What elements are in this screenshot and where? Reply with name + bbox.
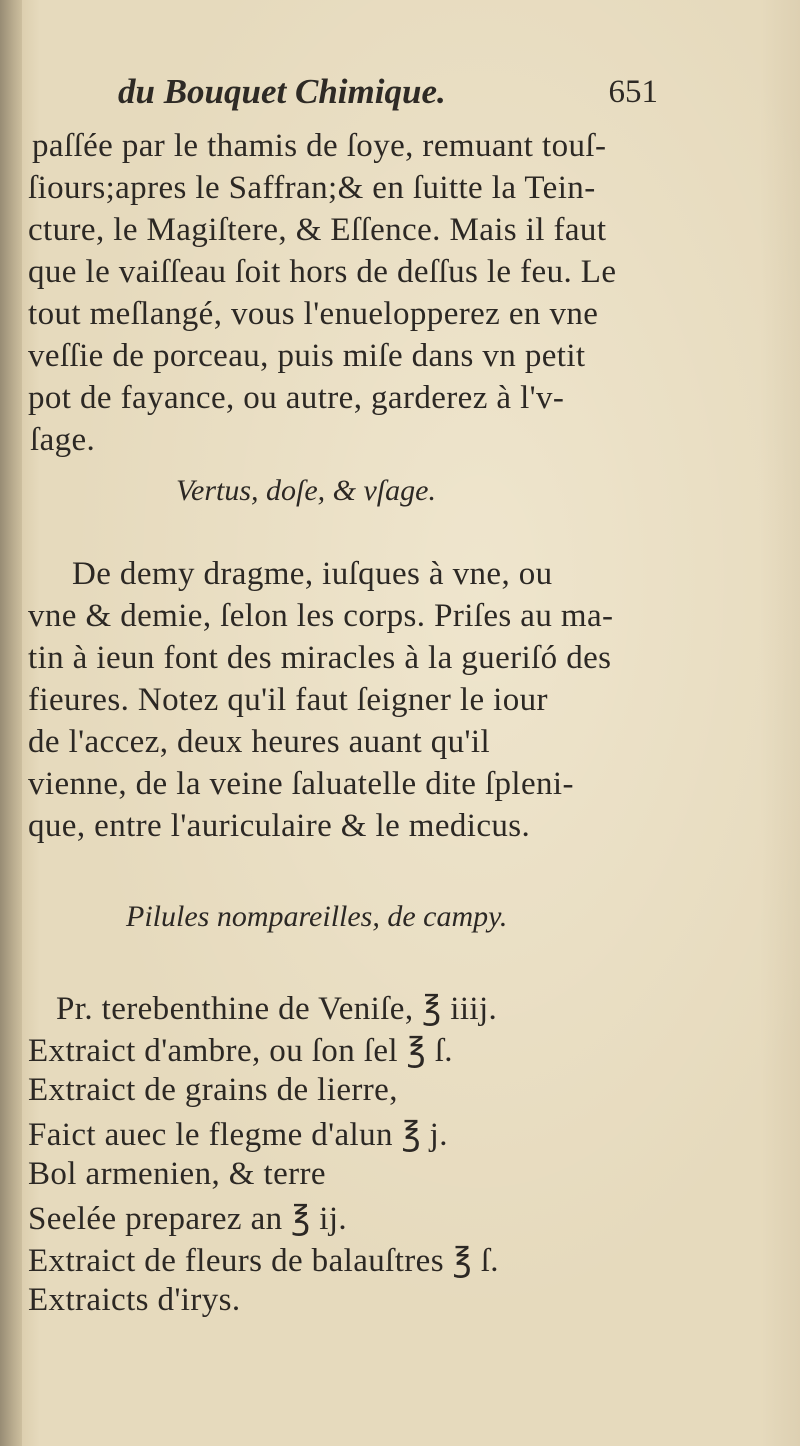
text-line: vienne, de la veine ſaluatelle dite ſpleni-	[28, 766, 574, 802]
text-line: veſſie de porceau, puis miſe dans vn petit	[28, 338, 586, 374]
recipe-line: Pr. terebenthine de Veniſe, ℥ iiij.	[56, 991, 498, 1027]
page-header	[118, 72, 658, 116]
text-line: ſage.	[30, 422, 96, 458]
running-head: du Bouquet Chimique.	[118, 72, 446, 111]
text-line: vne & demie, ſelon les corps. Priſes au ma-	[28, 598, 614, 634]
text-line: que, entre l'auriculaire & le medicus.	[28, 808, 531, 844]
recipe-line: Extraict de fleurs de balauſtres ℥ ſ.	[28, 1243, 499, 1279]
text-line: cture, le Magiſtere, & Eſſence. Mais il faut	[28, 212, 607, 248]
recipe-line: Extraict d'ambre, ou ſon ſel ℥ ſ.	[28, 1033, 453, 1069]
text-line: que le vaiſſeau ſoit hors de deſſus le feu. Le	[28, 254, 617, 290]
text-line: ſiours;apres le Saffran;& en ſuitte la Tein-	[28, 170, 596, 206]
text-line: paſſée par le thamis de ſoye, remuant touſ-	[32, 128, 607, 164]
text-line: tin à ieun font des miracles à la gueriſó des	[28, 640, 612, 676]
binding-gutter	[0, 0, 22, 1446]
recipe-line: Faict auec le flegme d'alun ℥ j.	[28, 1117, 448, 1153]
text-line: De demy dragme, iuſques à vne, ou	[72, 556, 553, 592]
recipe-line: Extraict de grains de lierre,	[28, 1072, 398, 1108]
recipe-line: Extraicts d'irys.	[28, 1282, 241, 1318]
recipe-line: Seelée preparez an ℥ ij.	[28, 1201, 348, 1237]
text-line: fieures. Notez qu'il faut ſeigner le iour	[28, 682, 548, 718]
text-line: tout meſlangé, vous l'enuelopperez en vne	[28, 296, 599, 332]
section-heading: Vertus, doſe, & vſage.	[176, 474, 436, 507]
text-line: pot de fayance, ou autre, garderez à l'v-	[28, 380, 565, 416]
recipe-line: Bol armenien, & terre	[28, 1156, 326, 1192]
section-heading: Pilules nompareilles, de campy.	[126, 900, 508, 933]
text-line: de l'accez, deux heures auant qu'il	[28, 724, 491, 760]
page-number: 651	[608, 74, 658, 110]
